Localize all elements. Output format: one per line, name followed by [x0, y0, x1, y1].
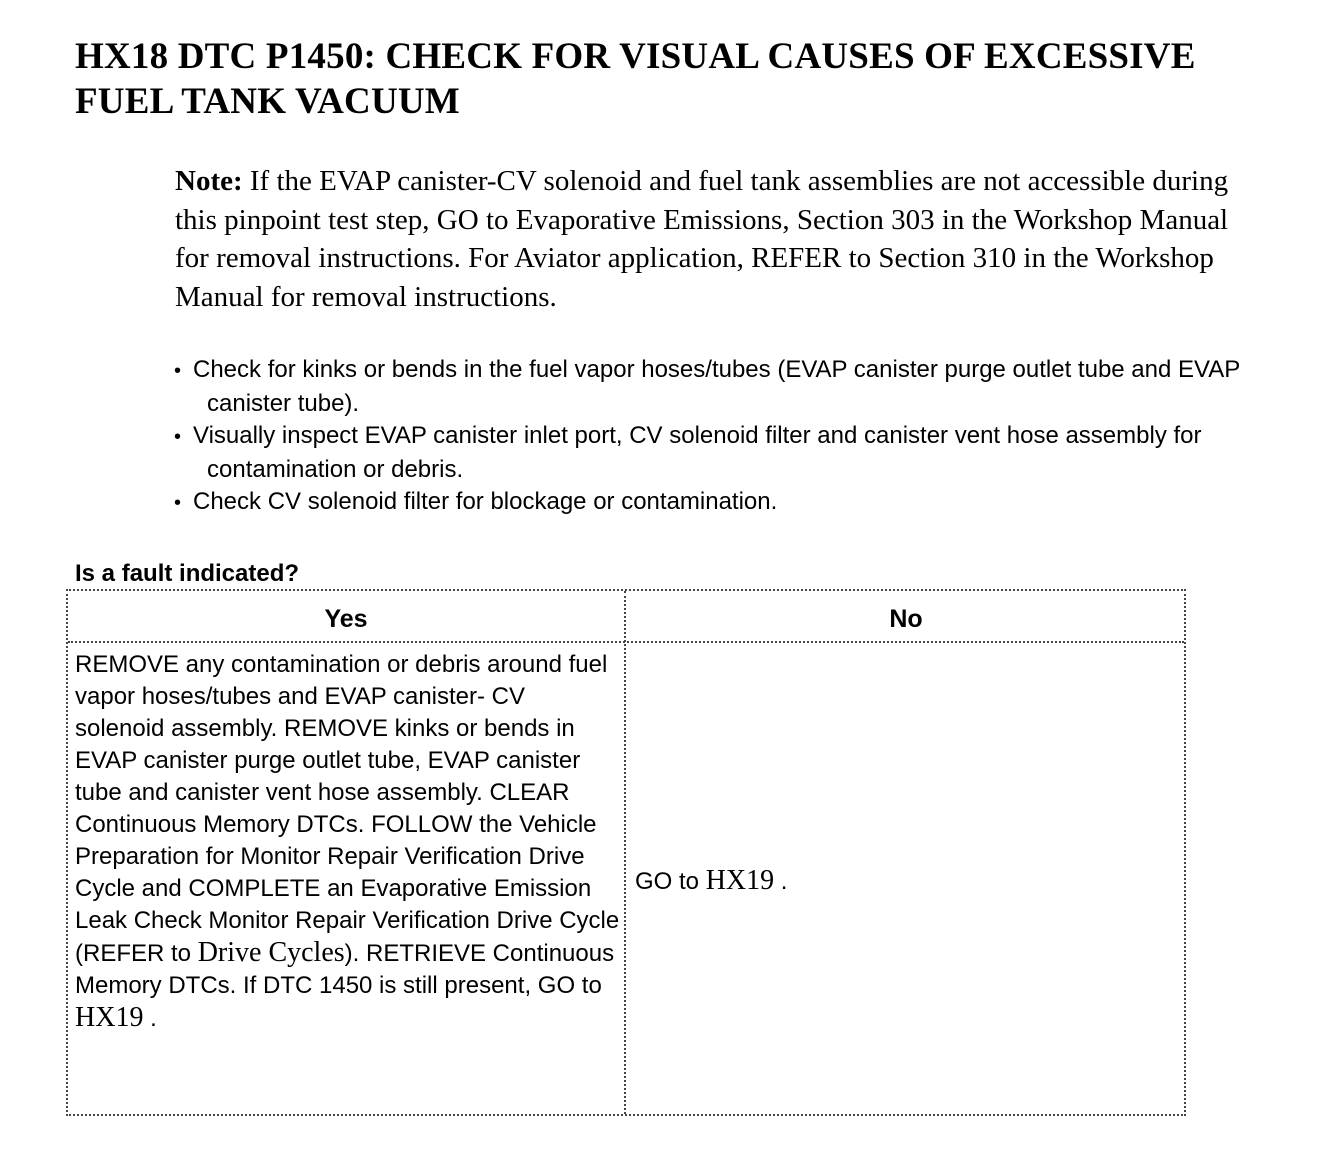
note-text: If the EVAP canister-CV solenoid and fuel tank assemblies are not accessible during this pinpoint test step, GO to Evaporative Emissions, Section 303 in the Workshop Manual for removal instructions. For Aviator application, REFER to Section 310 in the Workshop Manual for removal instructions.	[175, 165, 1229, 313]
table-divider-vertical	[624, 591, 626, 1114]
bullet-icon: •	[174, 360, 182, 382]
table-cell-no	[635, 865, 787, 898]
list-item	[155, 354, 1295, 420]
table-header-yes: Yes	[324, 605, 368, 633]
hx19-link[interactable]: HX19	[705, 865, 775, 896]
question-heading: Is a fault indicated?	[75, 560, 300, 587]
list-item-text: Check for kinks or bends in the fuel vapor hoses/tubes (EVAP canister purge outlet tube and EVAP canister tube).	[193, 356, 1240, 417]
decision-table	[66, 589, 1186, 1116]
table-cell-yes	[75, 649, 620, 1035]
bullet-icon: •	[174, 426, 182, 448]
no-text-prefix: GO to	[635, 868, 706, 895]
drive-cycles-link[interactable]: Drive Cycles	[197, 937, 345, 968]
bullet-icon: •	[174, 492, 182, 514]
no-text-suffix: .	[774, 868, 788, 895]
yes-text-part1: REMOVE any contamination or debris around fuel vapor hoses/tubes and EVAP canister- CV solenoid assembly. REMOVE kinks or bends in EVAP canister purge outlet tube, EVAP canister tube and canister vent hose assembly. CLEAR Continuous Memory DTCs. FOLLOW the Vehicle Preparation for Monitor Repair Verification Drive Cycle and COMPLETE an Evaporative Emission Leak Check Monitor Repair Verification Drive Cycle (REFER to	[75, 651, 620, 967]
table-header-no: No	[889, 605, 923, 633]
page-title: HX18 DTC P1450: CHECK FOR VISUAL CAUSES OF EXCESSIVE FUEL TANK VACUUM	[75, 36, 1196, 122]
list-item	[155, 486, 1295, 520]
note-label: Note:	[175, 165, 243, 197]
check-list	[155, 354, 1295, 520]
list-item	[155, 420, 1295, 486]
hx19-link[interactable]: HX19	[75, 1002, 144, 1033]
yes-text-part3: .	[143, 1005, 157, 1032]
table-divider-horizontal	[68, 641, 1184, 643]
note-block	[175, 162, 1265, 316]
list-item-text: Visually inspect EVAP canister inlet port, CV solenoid filter and canister vent hose assembly for contamination or debris.	[193, 422, 1202, 483]
yes-text-part2: ). RETRIEVE Continuous Memory DTCs. If DTC 1450 is still present, GO to	[75, 940, 615, 999]
list-item-text: Check CV solenoid filter for blockage or contamination.	[193, 488, 778, 515]
